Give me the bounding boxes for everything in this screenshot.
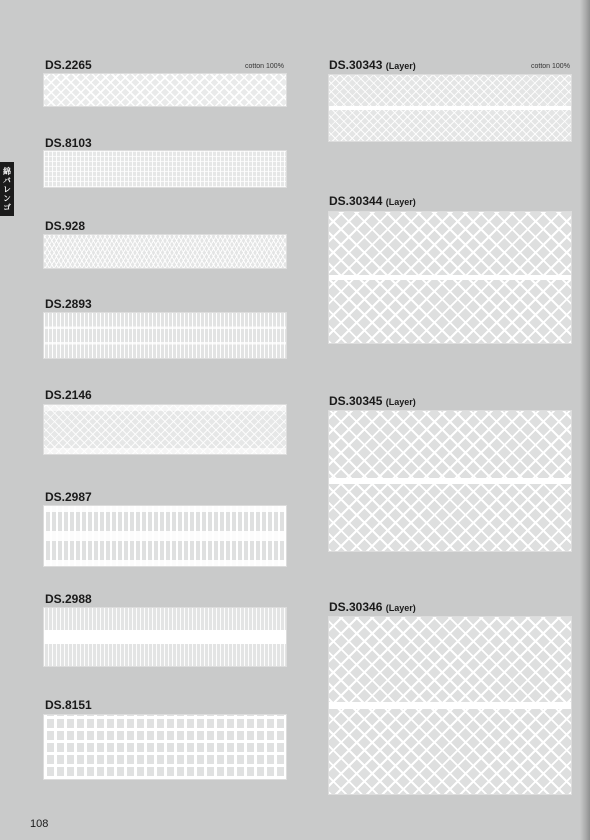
- lace-swatch: [44, 151, 286, 187]
- lace-swatch: [44, 506, 286, 566]
- sample-code: DS.2987: [45, 490, 92, 504]
- lace-swatch: [44, 313, 286, 358]
- lace-swatch: [44, 715, 286, 779]
- sample-code: DS.2265: [45, 58, 92, 72]
- material-label: cotton 100%: [245, 63, 284, 70]
- sample-code: DS.2893: [45, 297, 92, 311]
- lace-swatch: [44, 405, 286, 454]
- sample-code: DS.2146: [45, 388, 92, 402]
- sample-code: DS.928: [45, 219, 86, 233]
- category-side-tab: 綿バレンゴ: [0, 162, 14, 216]
- lace-swatch: [329, 617, 571, 794]
- lace-swatch: [329, 212, 571, 343]
- sample-code: DS.30344 (Layer): [329, 194, 416, 208]
- lace-swatch: [44, 74, 286, 106]
- sample-code: DS.30346 (Layer): [329, 600, 416, 614]
- material-label: cotton 100%: [531, 63, 570, 70]
- sample-code: DS.30343 (Layer): [329, 58, 416, 72]
- lace-swatch: [44, 608, 286, 666]
- page-number: 108: [30, 818, 49, 830]
- sample-code: DS.2988: [45, 592, 92, 606]
- lace-swatch: [44, 235, 286, 268]
- sample-code: DS.30345 (Layer): [329, 394, 416, 408]
- page-edge-shadow: [580, 0, 590, 840]
- sample-code: DS.8151: [45, 698, 92, 712]
- lace-swatch: [329, 411, 571, 551]
- sample-code: DS.8103: [45, 136, 92, 150]
- lace-swatch: [329, 75, 571, 141]
